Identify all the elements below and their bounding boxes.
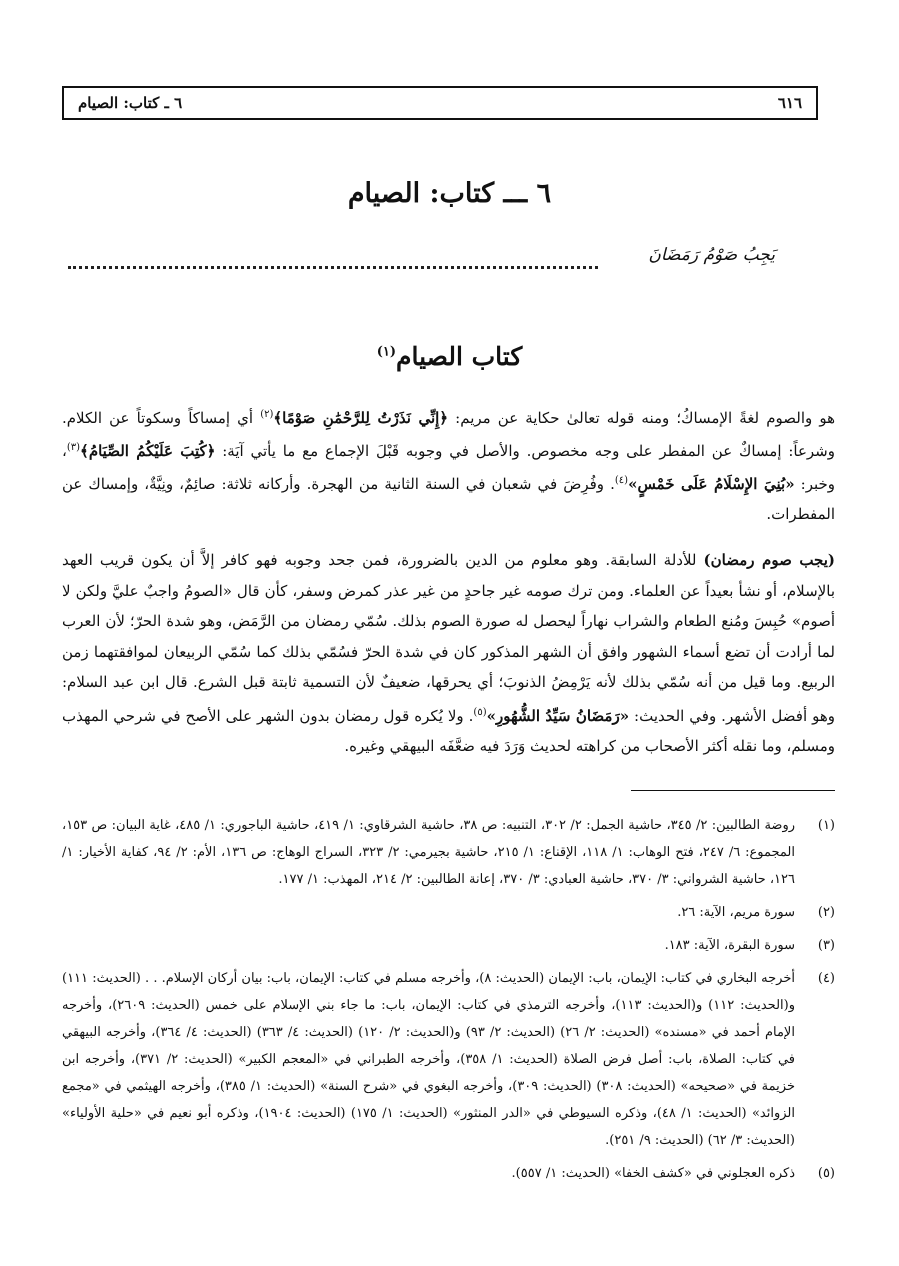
footnote-text: روضة الطالبين: ٢/ ٣٤٥، حاشية الجمل: ٢/ ٣٠٢، التنبيه: ص ٣٨، حاشية الشرقاوي: ١/ ٤١٩، حاشية الباجوري: ١/ ٤٨٥، غاية البيان: ص ١٥٣، المجموع: ٦/ ٢٤٧، فتح الوهاب: ١/ ١١٨، الإقناع: ١/ ٢١٥، حاشية بجيرمي: ٢/ ٣٢٣، السراج الوهاج: ص ١٣٦، الأم: ٢/ ٩٤، كفاية الأخيار: ١/ ١٢٦، حاشية الشرواني: ٣/ ٣٧٠، حاشية العبادي: ٣/ ٣٧٠، إعانة الطالبين: ٢/ ٢١٤، المهذب: ١/ ١٧٧. — [62, 818, 796, 887]
footnote-ref: (٢) — [260, 409, 274, 420]
matn-lead: (يجب صوم رمضان) — [703, 551, 836, 569]
footnote-number: (١) — [817, 818, 835, 833]
chapter-title: ٦ ـــ كتاب: الصيام — [347, 178, 552, 209]
footnote-text: أخرجه البخاري في كتاب: الإيمان، باب: الإيمان (الحديث: ٨)، وأخرجه مسلم في كتاب: الإيمان، باب: بيان أركان الإسلام. . . (الحديث: ١١١) و(الحديث: ١١٢) و(الحديث: ١١٣)، وأخرجه الترمذي في كتاب: الإيمان، باب: ما جاء بني الإسلام على خمس (الحديث: ٢٦٠٩)، وأخرجه الإمام أحمد في «مسنده» (الحديث: ٢/ ٢٦) (الحديث: ٢/ ٩٣) و(الحديث: ٢/ ١٢٠) (الحديث: ٤/ ٣٦٣) (الحديث: ٤/ ٣٦٤)، وأخرجه البيهقي في كتاب: الصلاة، باب: أصل فرض الصلاة (الحديث: ١/ ٣٥٨)، وأخرجه الطبراني في «المعجم الكبير» (الحديث: ٢/ ٣٧١)، وأخرجه ابن خزيمة في «صحيحه» (الحديث: ٣٠٨) (الحديث: ٣٠٩)، وأخرجه البغوي في «شرح السنة» (الحديث: ١/ ٣٨٥)، وأخرجه الهيثمي في «مجمع الزوائد» (الحديث: ١/ ٤٨)، وذكره السيوطي في «الدر المنثور» (الحديث: ١/ ١٧٥) (الحديث: ١٩٠٤)، وذكره أبو نعيم في «حلية الأولياء» (الحديث: ٣/ ٦٢) (الحديث: ٩/ ٢٥١). — [62, 971, 796, 1148]
footnote-separator — [631, 790, 835, 791]
footnote — [62, 965, 835, 1154]
dotted-leader — [68, 266, 598, 269]
footnote-text: سورة البقرة، الآية: ١٨٣. — [664, 938, 795, 953]
hadith-quote: «رَمَضَانُ سَيِّدُ الشُّهُورِ» — [486, 706, 630, 725]
footnote-text: ذكره العجلوني في «كشف الخفا» (الحديث: ١/ ٥٥٧). — [511, 1166, 795, 1181]
footnote — [62, 812, 835, 893]
paragraph-definition — [62, 400, 835, 529]
footnote — [62, 1160, 835, 1187]
footnote-number: (٤) — [817, 971, 835, 986]
footnote-number: (٥) — [817, 1166, 835, 1181]
text-run: . ولا يُكره قول رمضان بدون الشهر على الأصح في شرحي المهذب ومسلم، وما نقله أكثر الأصحاب من كراهته لحديث وَرَدَ فيه ضعَّفَه البيهقي وغيره. — [62, 706, 835, 755]
footnote — [62, 932, 835, 959]
footnotes — [62, 812, 835, 1193]
text-run: ، وخبر: — [62, 442, 836, 493]
section-title-text: كتاب الصيام — [396, 342, 523, 371]
text-run: . وفُرِضَ في شعبان في السنة الثانية من الهجرة. وأركانه ثلاثة: صائِمٌ، ونِيَّةٌ، وإمساك عن المفطرات. — [62, 475, 835, 523]
footnote-ref: (٥) — [473, 706, 487, 718]
text-run: هو والصوم لغةً الإمساكُ؛ ومنه قوله تعالىٰ حكاية عن مريم: — [448, 409, 835, 427]
footnote-ref: (٤) — [614, 475, 629, 486]
quran-quote: ﴿إِنِّي نَذَرْتُ لِلرَّحْمَٰنِ صَوْمًا﴾ — [273, 409, 449, 427]
page-number: ٦١٦ — [777, 94, 802, 112]
footnote-number: (٢) — [817, 905, 835, 920]
footnote-ref: (٣) — [66, 442, 81, 453]
section-title — [0, 342, 899, 371]
paragraph-commentary — [62, 545, 835, 762]
section-title-note: (١) — [376, 344, 397, 360]
text-run: أي إمساكاً وسكوتاً عن الكلام. وشرعاً: إمساكٌ عن المفطر على وجه مخصوص. والأصل في وجوبه قَبْلَ الإجماع مع ما يأتي آيَة: — [62, 409, 835, 460]
quran-quote: ﴿كُتِبَ عَلَيْكُمُ الصِّيَامُ﴾ — [80, 442, 216, 460]
hadith-quote: «بُنِيَ الإِسْلَامُ عَلَى خَمْسٍ» — [628, 475, 795, 493]
running-head-title: ٦ ـ كتاب: الصيام — [78, 94, 183, 112]
footnote-text: سورة مريم، الآية: ٢٦. — [677, 905, 795, 920]
footnote-number: (٣) — [817, 938, 835, 953]
footnote — [62, 899, 835, 926]
matn-text: يَجِبُ صَوْمُ رَمَضَانَ — [648, 245, 775, 265]
text-run: للأدلة السابقة. وهو معلوم من الدين بالضرورة، فمن جحد وجوبه فهو كافر إلاَّ أن يكون قريب العهد بالإسلام، أو نشأ بعيداً عن العلماء. ومن ترك صومه غير جاحدٍ من غير عذر كمرض وسفر، كأن قال «الصومُ واجبٌ عليَّ ولكن لا أصوم» حُبِسَ ومُنع الطعام والشراب نهاراً ليحصل له صورة الصوم بذلك. سُمّي رمضان من الرَّمَض، وهو شدة الحرّ؛ لأن العرب لما أرادت أن تضع أسماء الشهور وافق أن الشهر المذكور كان في شدة الحرّ فسُمّي بذلك كما سُمّي الربيعان لموافقتهما زمن الربيع. وما قيل من أنه سُمّي بذلك لأنه يَرْمِضُ الذنوبَ؛ أي يحرقها، ضعيفٌ لأن التسمية ثابتة قبل الشرع. قال ابن عبد السلام: وهو أفضل الأشهر. وفي الحديث: — [62, 551, 836, 725]
running-header — [62, 86, 818, 120]
